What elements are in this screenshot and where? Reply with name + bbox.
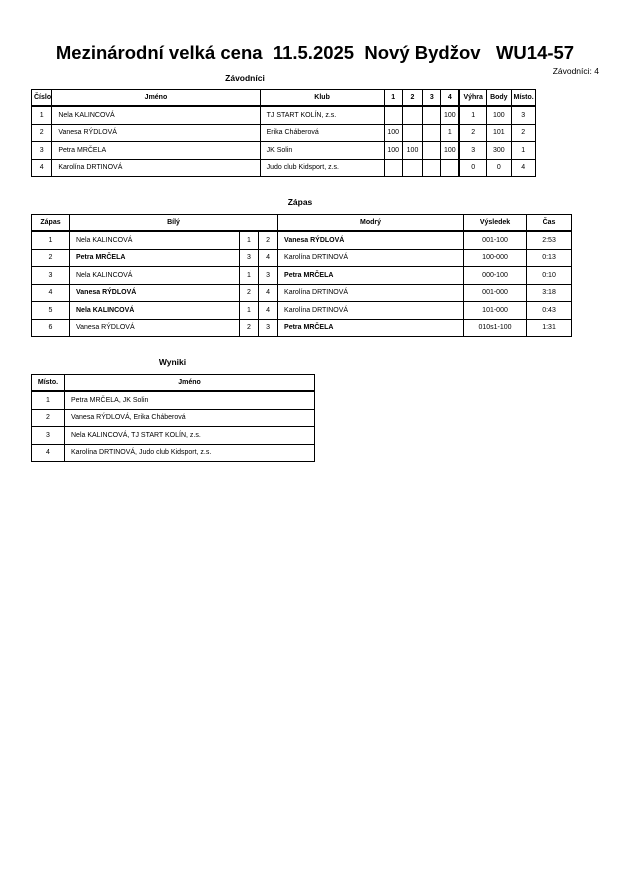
competitor-points: 101 [487,124,511,142]
competitors-header-row [32,90,536,107]
col-time-header: Čas [527,215,572,232]
blue-competitor: Petra MRČELA [278,319,464,337]
competitor-club: Erika Cháberová [260,124,384,142]
page-title: Mezinárodní velká cena 11.5.2025 Nový Bydžov WU14-57 [55,42,575,63]
round-1-score [384,106,402,124]
match-result: 001-000 [464,284,527,302]
competitor-points: 100 [487,106,511,124]
competitor-name: Vanesa RÝDLOVÁ [52,124,260,142]
result-name: Karolína DRTINOVÁ, Judo club Kidsport, z.s. [65,444,315,462]
results-header-row [32,375,315,392]
col-white-header: Bílý [70,215,278,232]
blue-number: 2 [259,231,278,249]
competitor-number: 2 [32,124,52,142]
round-3-score [423,159,441,177]
match-result: 000-100 [464,267,527,285]
result-row [32,409,315,427]
round-1-score: 100 [384,142,402,160]
round-2-score [402,106,422,124]
competitor-name: Karolína DRTINOVÁ [52,159,260,177]
match-number: 1 [32,231,70,249]
white-number: 2 [240,319,259,337]
competitor-wins: 2 [459,124,486,142]
blue-competitor: Karolína DRTINOVÁ [278,284,464,302]
result-name: Nela KALINCOVÁ, TJ START KOLÍN, z.s. [65,427,315,445]
white-number: 2 [240,284,259,302]
competitor-count: Závodníci: 4 [552,66,599,76]
round-2-score: 100 [402,142,422,160]
blue-number: 4 [259,284,278,302]
result-place: 4 [32,444,65,462]
competitor-wins: 3 [459,142,486,160]
round-3-score [423,142,441,160]
competitors-heading: Závodníci [225,73,265,83]
blue-number: 3 [259,267,278,285]
white-competitor: Vanesa RÝDLOVÁ [70,284,240,302]
competitors-table [31,89,536,177]
white-competitor: Vanesa RÝDLOVÁ [70,319,240,337]
blue-number: 4 [259,302,278,320]
competitors-body [32,106,536,177]
col-place-header: Místo. [511,90,535,107]
col-round4-header: 4 [441,90,459,107]
match-row [32,231,572,249]
competitor-wins: 1 [459,106,486,124]
competitor-row [32,159,536,177]
competitor-place: 2 [511,124,535,142]
competitor-club: Judo club Kidsport, z.s. [260,159,384,177]
white-number: 1 [240,231,259,249]
round-3-score [423,124,441,142]
col-round2-header: 2 [402,90,422,107]
competitor-place: 3 [511,106,535,124]
competitor-row [32,106,536,124]
competitor-points: 0 [487,159,511,177]
competitor-wins: 0 [459,159,486,177]
match-row [32,249,572,267]
match-number: 6 [32,319,70,337]
col-place-header: Místo. [32,375,65,392]
match-row [32,302,572,320]
round-1-score [384,159,402,177]
competitor-number: 1 [32,106,52,124]
col-round1-header: 1 [384,90,402,107]
round-3-score [423,106,441,124]
match-row [32,319,572,337]
col-club-header: Klub [260,90,384,107]
col-blue-header: Modrý [278,215,464,232]
match-number: 5 [32,302,70,320]
competitor-points: 300 [487,142,511,160]
match-result: 100-000 [464,249,527,267]
match-result: 101-000 [464,302,527,320]
competitor-number: 4 [32,159,52,177]
results-table [31,374,315,462]
competitor-place: 4 [511,159,535,177]
match-number: 3 [32,267,70,285]
match-row [32,267,572,285]
competitor-row [32,124,536,142]
result-name: Petra MRČELA, JK Solin [65,391,315,409]
matches-table [31,214,572,337]
col-name-header: Jméno [65,375,315,392]
result-place: 1 [32,391,65,409]
blue-number: 4 [259,249,278,267]
match-result: 010s1-100 [464,319,527,337]
competitor-number: 3 [32,142,52,160]
result-row [32,391,315,409]
blue-competitor: Petra MRČELA [278,267,464,285]
col-round3-header: 3 [423,90,441,107]
blue-competitor: Karolína DRTINOVÁ [278,249,464,267]
competitor-row [32,142,536,160]
round-1-score: 100 [384,124,402,142]
match-time: 1:31 [527,319,572,337]
match-time: 3:18 [527,284,572,302]
col-match-header: Zápas [32,215,70,232]
white-number: 1 [240,267,259,285]
round-4-score: 1 [441,124,459,142]
result-row [32,427,315,445]
white-number: 1 [240,302,259,320]
result-place: 2 [32,409,65,427]
competitor-place: 1 [511,142,535,160]
match-number: 2 [32,249,70,267]
matches-heading: Zápas [287,197,313,207]
competitor-name: Petra MRČELA [52,142,260,160]
competitor-club: TJ START KOLÍN, z.s. [260,106,384,124]
competitor-club: JK Solin [260,142,384,160]
white-competitor: Petra MRČELA [70,249,240,267]
competitor-name: Nela KALINCOVÁ [52,106,260,124]
result-place: 3 [32,427,65,445]
white-competitor: Nela KALINCOVÁ [70,267,240,285]
matches-header-row [32,215,572,232]
match-row [32,284,572,302]
round-4-score [441,159,459,177]
col-wins-header: Výhra [459,90,486,107]
blue-number: 3 [259,319,278,337]
match-time: 0:13 [527,249,572,267]
blue-competitor: Karolína DRTINOVÁ [278,302,464,320]
result-name: Vanesa RÝDLOVÁ, Erika Cháberová [65,409,315,427]
results-heading: Wyniki [158,357,187,367]
match-number: 4 [32,284,70,302]
round-4-score: 100 [441,106,459,124]
matches-body [32,231,572,337]
blue-competitor: Vanesa RÝDLOVÁ [278,231,464,249]
col-name-header: Jméno [52,90,260,107]
match-time: 2:53 [527,231,572,249]
match-time: 0:43 [527,302,572,320]
white-number: 3 [240,249,259,267]
results-body [32,391,315,462]
round-4-score: 100 [441,142,459,160]
col-result-header: Výsledek [464,215,527,232]
white-competitor: Nela KALINCOVÁ [70,302,240,320]
round-2-score [402,159,422,177]
col-number-header: Číslo [32,90,52,107]
round-2-score [402,124,422,142]
match-time: 0:10 [527,267,572,285]
result-row [32,444,315,462]
match-result: 001-100 [464,231,527,249]
white-competitor: Nela KALINCOVÁ [70,231,240,249]
col-points-header: Body [487,90,511,107]
